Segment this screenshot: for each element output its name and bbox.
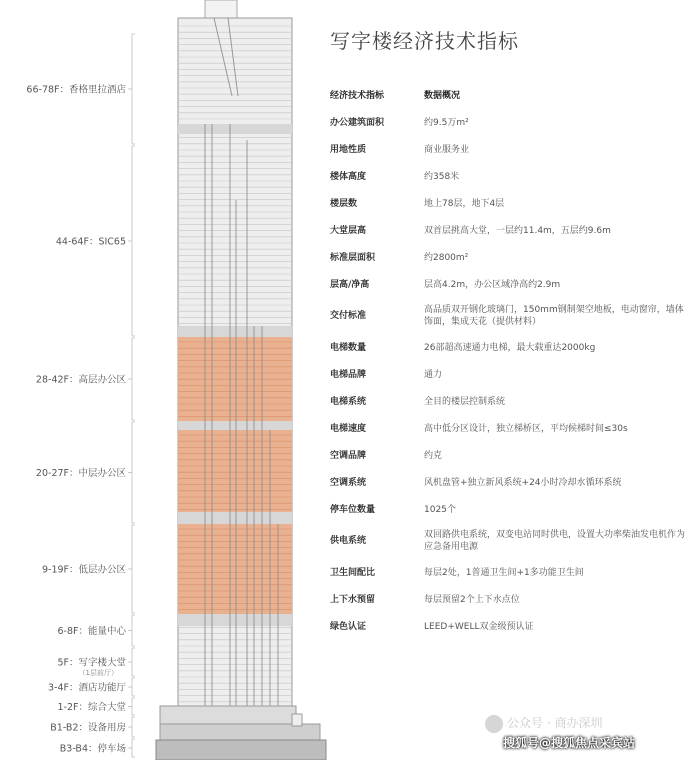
spec-row [330,109,685,136]
spec-row [330,217,685,244]
spec-row [330,388,685,415]
spec-value: 数据概况 [424,90,461,101]
spec-key: 层高/净高 [330,279,370,290]
spec-key: 卫生间配比 [330,567,376,578]
spec-value: 通力 [424,369,443,380]
floor-label: 66-78F：香格里拉酒店 [26,84,126,96]
basement-b3-b4 [156,740,326,760]
spec-key: 上下水预留 [330,594,376,605]
spec-value: LEED+WELL双金级预认证 [424,621,534,632]
spec-row [330,613,685,640]
floor-label: 9-19F：低层办公区 [41,564,126,576]
floor-bracket [132,146,135,336]
spec-header-row [330,82,685,109]
floor-labels [26,84,126,755]
spec-row [330,442,685,469]
spec-key: 电梯数量 [330,342,367,353]
spec-row [330,586,685,613]
floor-bracket [132,717,135,737]
spec-key: 楼体高度 [330,171,367,182]
spec-value: 商业服务业 [424,144,470,155]
spec-key: 办公建筑面积 [330,117,385,128]
floor-bracket [132,739,135,757]
wechat-icon [485,715,503,733]
floor-brackets [128,34,135,757]
spec-table [330,82,685,640]
spec-row [330,559,685,586]
spec-key: 电梯品牌 [330,369,367,380]
floor-bracket [132,338,135,420]
floor-bracket [132,648,135,676]
spec-value: 约9.5万m² [424,117,469,128]
tower-spire [205,0,237,18]
spec-row [330,334,685,361]
spec-key: 大堂层高 [330,225,367,236]
floor-label: B3-B4：停车场 [59,743,126,755]
floor-bracket [132,698,135,715]
podium-annex [292,714,302,726]
spec-value: 1025个 [424,504,456,515]
spec-key: 电梯系统 [330,396,367,407]
spec-row [330,469,685,496]
spec-value: 双回路供电系统，双变电站同时供电，设置大功率柴油发电机作为应急备用电源 [424,530,686,552]
floor-bracket [132,34,135,144]
spec-value: 风机盘管+独立新风系统+24小时冷却水循环系统 [424,477,622,488]
spec-value: 每层2处，1普通卫生间+1多功能卫生间 [424,567,584,578]
spec-key: 交付标准 [330,311,367,321]
floor-label: 20-27F：中层办公区 [35,468,126,479]
mechanical-band [178,124,292,134]
spec-key: 标准层面积 [330,252,376,263]
spec-key: 经济技术指标 [330,90,385,101]
floor-label: 6-8F：能量中心 [57,626,126,637]
spec-row [330,523,685,559]
spec-value: 层高4.2m，办公区域净高约2.9m [424,279,561,290]
floor-bracket [132,678,135,696]
floor-label: 5F：写字楼大堂 [57,657,126,669]
spec-value: 高中低分区设计，独立梯桥区，平均候梯时间≤30s [424,423,628,434]
watermark-account [485,714,602,733]
watermark-account-text: 公众号 · 商办深圳 [507,716,603,730]
spec-key: 楼层数 [330,198,358,209]
spec-value: 地上78层，地下4层 [424,198,505,209]
floor-label: 44-64F：SIC65 [55,236,126,248]
spec-row [330,244,685,271]
floor-label: B1-B2：设备用房 [50,722,126,734]
mechanical-band [178,326,292,337]
spec-row [330,361,685,388]
watermark-site: 搜狐号@搜狐焦点采宾站 [503,736,636,750]
spec-row [330,415,685,442]
spec-value: 约克 [424,450,443,461]
floor-label: 3-4F：酒店功能厅 [48,682,126,694]
office-zone-mid [178,430,292,512]
mechanical-band [178,614,292,626]
floor-label: 28-42F：高层办公区 [35,374,126,386]
office-zone-low [178,524,292,614]
spec-row [330,298,685,334]
floor-bracket [132,525,135,613]
spec-value: 全目的楼层控制系统 [424,396,506,407]
spec-value: 约2800m² [424,252,469,263]
spec-key: 空调品牌 [330,450,367,461]
spec-key: 绿色认证 [330,621,367,632]
spec-row [330,271,685,298]
floor-label: 1-2F：综合大堂 [57,702,126,713]
spec-key: 用地性质 [330,144,367,155]
mechanical-band [178,512,292,524]
spec-key: 空调系统 [330,477,367,488]
floor-sub-label: （1层前厅） [78,669,118,677]
spec-value: 每层预留2个上下水点位 [424,594,520,605]
spec-key: 供电系统 [330,536,367,546]
spec-value: 高品质双开钢化玻璃门，150mm钢制架空地板，电动窗帘，墙体饰面，集成天花（提供材料） [424,305,684,327]
spec-row [330,163,685,190]
page-title: 写字楼经济技术指标 [330,29,519,53]
spec-row [330,136,685,163]
spec-value: 26部超高速通力电梯，最大载重达2000kg [424,342,596,353]
floor-bracket [132,422,135,523]
spec-value: 双首层挑高大堂，一层约11.4m，五层约9.6m [424,225,611,236]
spec-row [330,190,685,217]
mechanical-band [178,421,292,430]
spec-row [330,496,685,523]
spec-key: 电梯速度 [330,423,367,434]
spec-key: 停车位数量 [330,504,376,515]
floor-bracket [132,615,135,646]
podium-base [160,706,296,724]
spec-value: 约358米 [424,171,460,182]
